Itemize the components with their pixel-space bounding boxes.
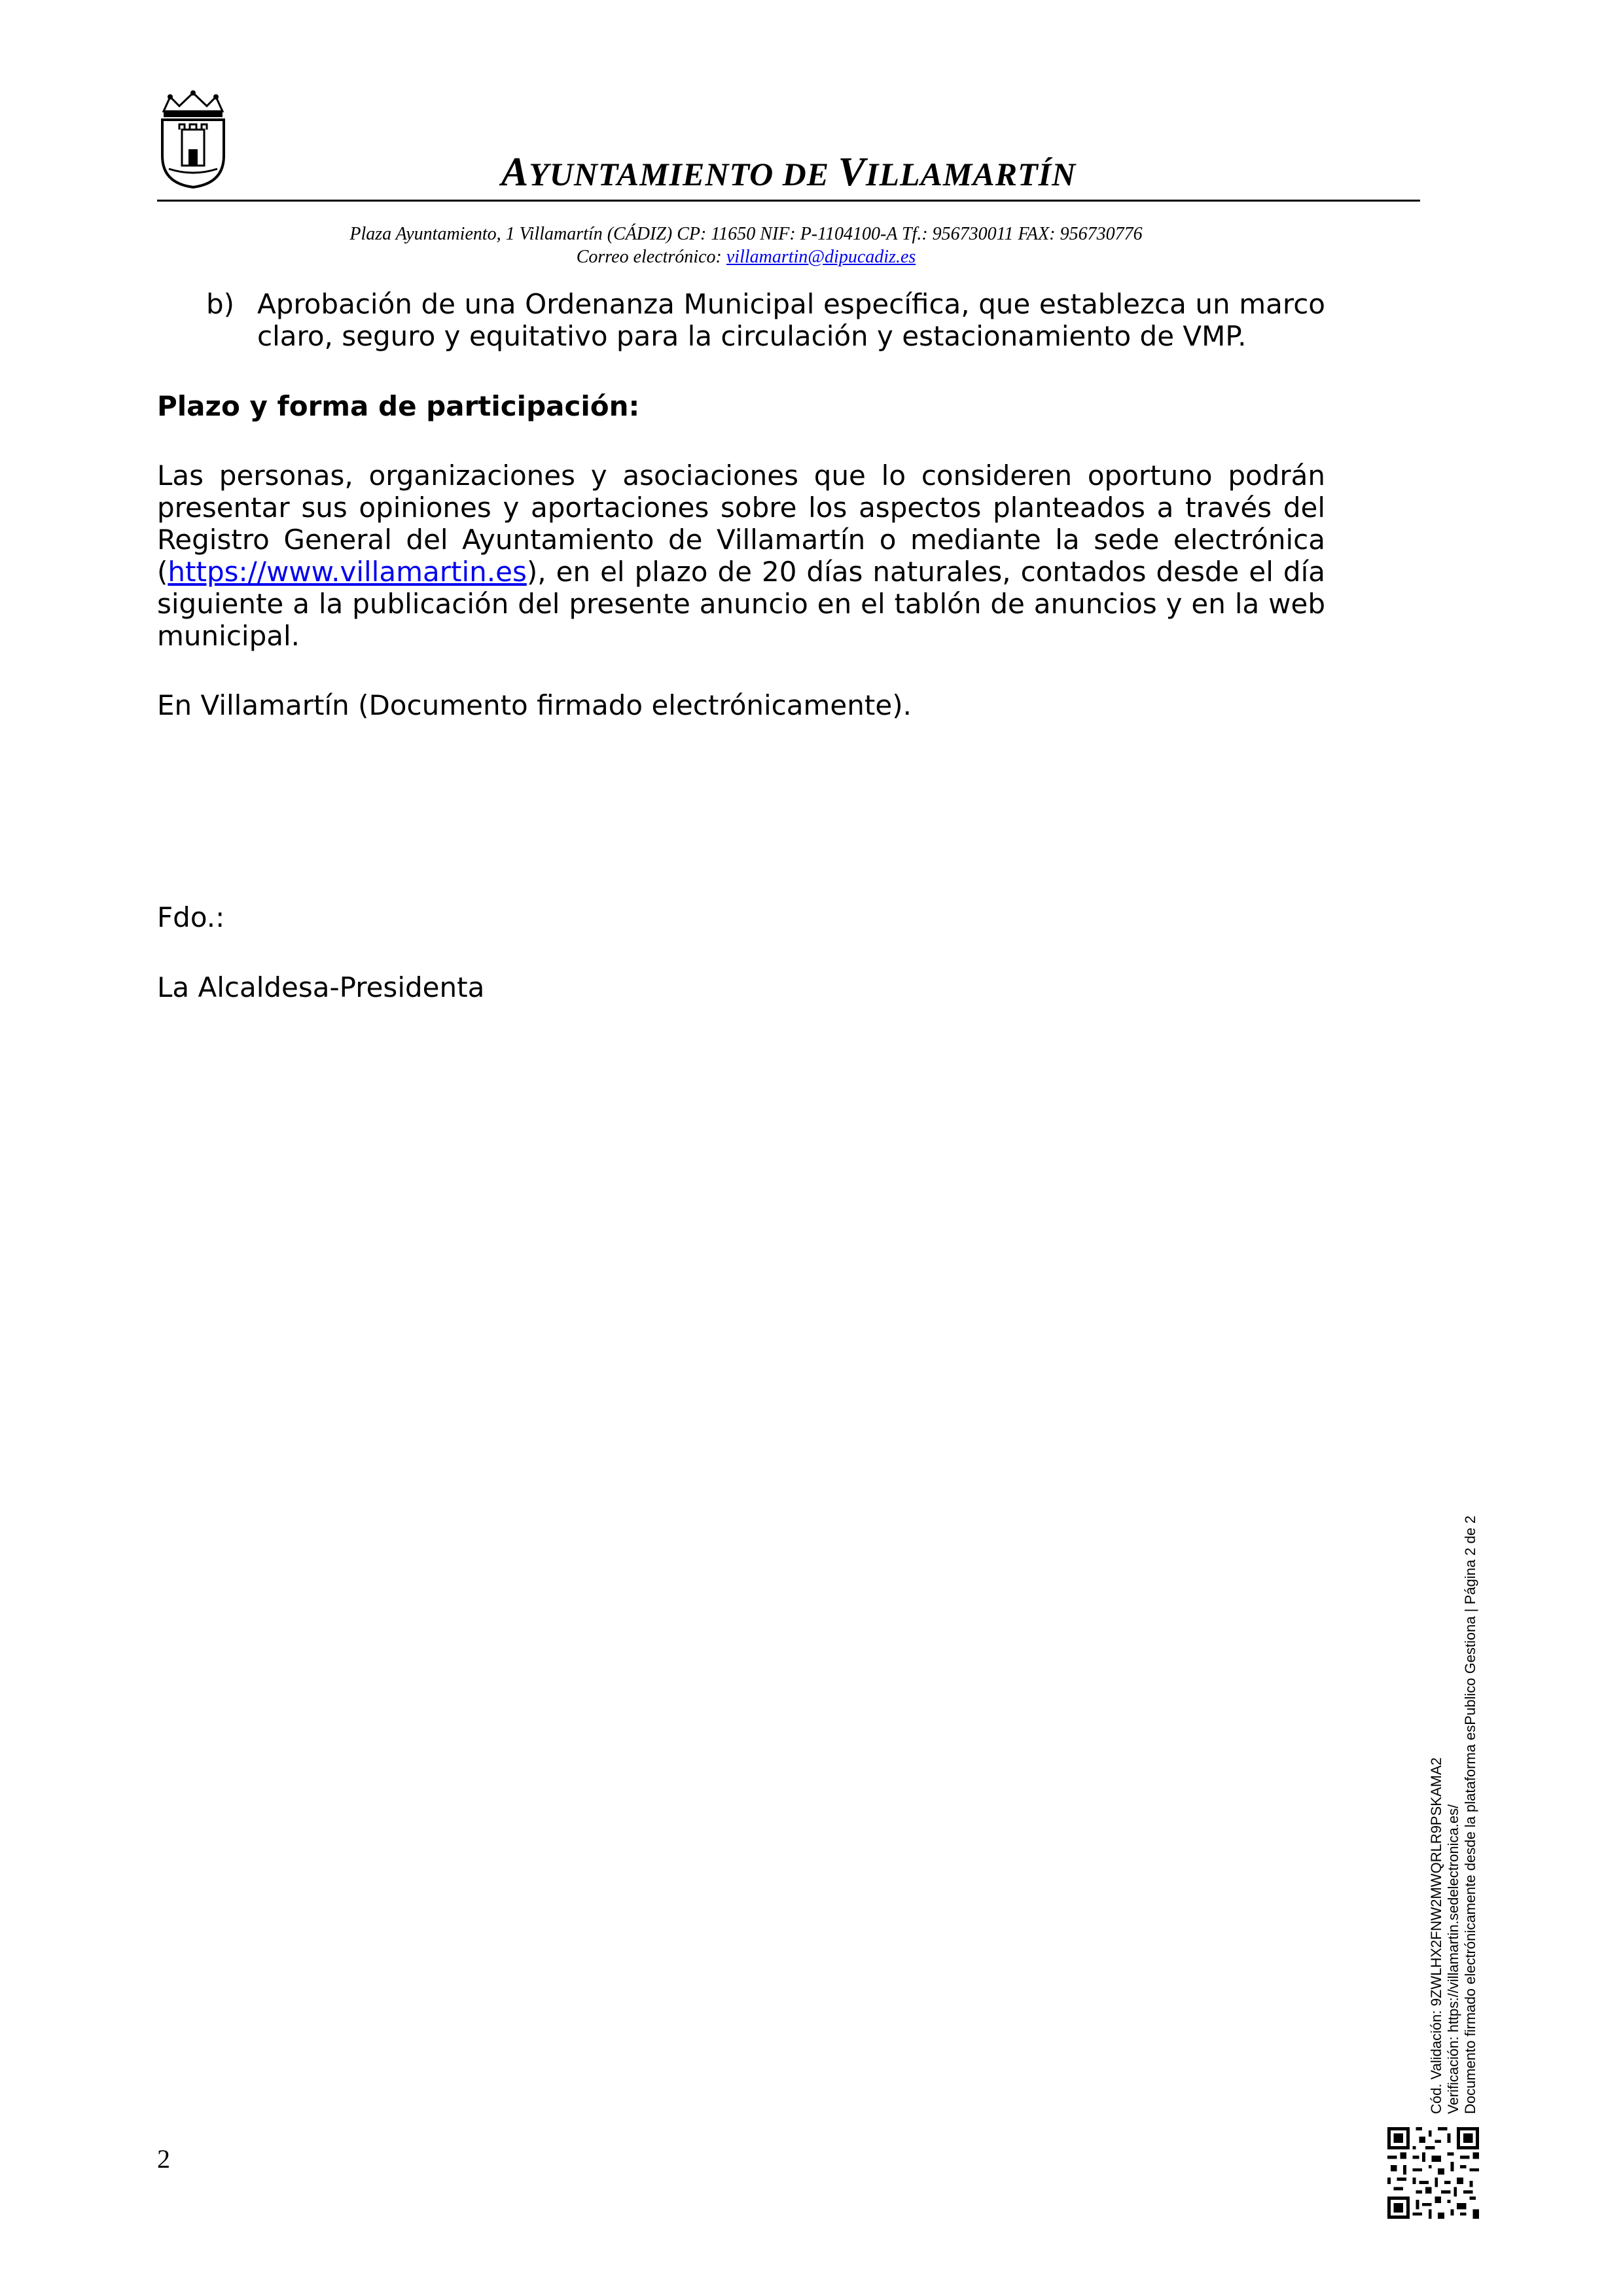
- validation-code: Cód. Validación: 9ZWLHX2FNW2MWQRLR9PSKAMA2: [1428, 1757, 1444, 2114]
- website-link[interactable]: https://www.villamartin.es: [168, 556, 527, 588]
- signature-label: Fdo.:: [157, 901, 225, 933]
- participation-paragraph: Las personas, organizaciones y asociaciones que lo consideren oportuno podrán presentar sus opiniones y aportaciones sobre los aspectos planteados a través del Registro General del Ayuntamiento de Villamartín o mediante la sede electrónica (https://www.villamartin.es), en el plazo de 20 días naturales, contados desde el día siguiente a la publicación del presente anuncio en el tablón de anuncios y en la web municipal.: [157, 459, 1325, 652]
- list-item-text: Aprobación de una Ordenanza Municipal específica, que establezca un marco claro, seguro y equitativo para la circulación y estacionamiento de VMP.: [257, 288, 1325, 352]
- page-title: AYUNTAMIENTO DE VILLAMARTÍN: [501, 150, 1077, 194]
- signature-note: Documento firmado electrónicamente desde la plataforma esPublico Gestiona | Página 2 de 2: [1462, 1515, 1478, 2114]
- page-number: 2: [157, 2144, 170, 2174]
- list-item: [206, 288, 1325, 352]
- verification-url: Verificación: https://villamartin.sedelectronica.es/: [1445, 1804, 1461, 2114]
- address-line: Plaza Ayuntamiento, 1 Villamartín (CÁDIZ) CP: 11650 NIF: P-1104100-A Tf.: 956730011 FAX: 956730776: [349, 224, 1143, 244]
- list-marker: b): [206, 288, 235, 320]
- place-line: En Villamartín (Documento firmado electrónicamente).: [157, 689, 912, 721]
- signer-title: La Alcaldesa-Presidenta: [157, 971, 485, 1003]
- header-contact: [157, 223, 1335, 268]
- validation-sidebar: [1428, 1516, 1479, 2114]
- email-link[interactable]: villamartin@dipucadiz.es: [726, 247, 916, 267]
- email-line: Correo electrónico: villamartin@dipucadiz.es: [576, 247, 916, 267]
- header-divider: [157, 200, 1420, 202]
- qr-code-icon: [1387, 2127, 1479, 2219]
- section-heading: Plazo y forma de participación:: [157, 390, 640, 422]
